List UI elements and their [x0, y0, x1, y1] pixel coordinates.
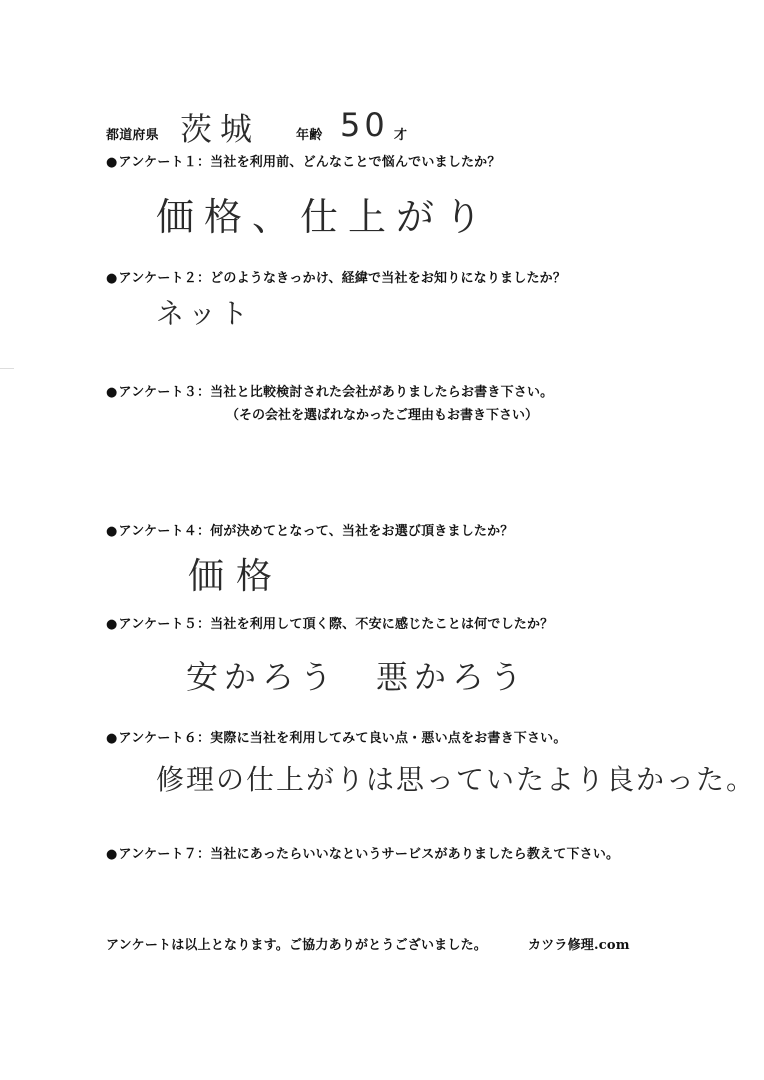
- question-3: [106, 381, 553, 400]
- question-7: [106, 843, 619, 862]
- answer-4: 価格: [188, 556, 285, 597]
- answer-2: ネット: [156, 297, 253, 330]
- question-6: [106, 727, 567, 746]
- scan-artifact: [0, 368, 14, 369]
- answer-1: 価格、仕上がり: [156, 195, 493, 239]
- question-4: [106, 520, 514, 539]
- bullet-icon: ●: [106, 731, 118, 746]
- bullet-icon: ●: [106, 847, 118, 862]
- question-text: 当社にあったらいいなというサービスがありましたら教えて下さい。: [210, 847, 620, 862]
- age-value: 50: [340, 106, 389, 144]
- question-text: 当社と比較検討された会社がありましたらお書き下さい。: [210, 385, 554, 400]
- bullet-icon: ●: [106, 155, 118, 170]
- question-text: 当社を利用前、どんなことで悩んでいましたか？: [210, 155, 501, 170]
- age-unit: 才: [394, 128, 408, 143]
- question-label: アンケート７：: [118, 847, 211, 862]
- question-label: アンケート３：: [118, 385, 211, 400]
- brand-name: カツラ修理.com: [528, 938, 630, 953]
- prefecture-value: 茨城: [180, 110, 261, 148]
- closing-message: アンケートは以上となります。ご協力ありがとうございました。: [106, 938, 487, 953]
- bullet-icon: ●: [106, 524, 118, 539]
- question-label: アンケート１：: [118, 155, 211, 170]
- bullet-icon: ●: [106, 385, 118, 400]
- bullet-icon: ●: [106, 271, 118, 286]
- question-label: アンケート６：: [118, 731, 211, 746]
- question-text: どのようなきっかけ、経緯で当社をお知りになりましたか？: [210, 271, 567, 286]
- question-5: [106, 613, 553, 632]
- prefecture-label: 都道府県: [106, 128, 159, 143]
- question-text: 当社を利用して頂く際、不安に感じたことは何でしたか？: [210, 617, 554, 632]
- question-text: 実際に当社を利用してみて良い点・悪い点をお書き下さい。: [210, 731, 567, 746]
- bullet-icon: ●: [106, 617, 118, 632]
- question-text: 何が決めてとなって、当社をお選び頂きましたか？: [210, 524, 514, 539]
- question-1: [106, 151, 501, 170]
- question-label: アンケート４：: [118, 524, 211, 539]
- question-2: [106, 267, 566, 286]
- answer-5: 安かろう 悪かろう: [186, 658, 529, 696]
- age-label: 年齢: [296, 128, 323, 143]
- question-label: アンケート５：: [118, 617, 211, 632]
- question-3-note: （その会社を選ばれなかったご理由もお書き下さい）: [226, 408, 539, 423]
- answer-6: 修理の仕上がりは思っていたより良かった。: [156, 763, 757, 796]
- question-label: アンケート２：: [118, 271, 211, 286]
